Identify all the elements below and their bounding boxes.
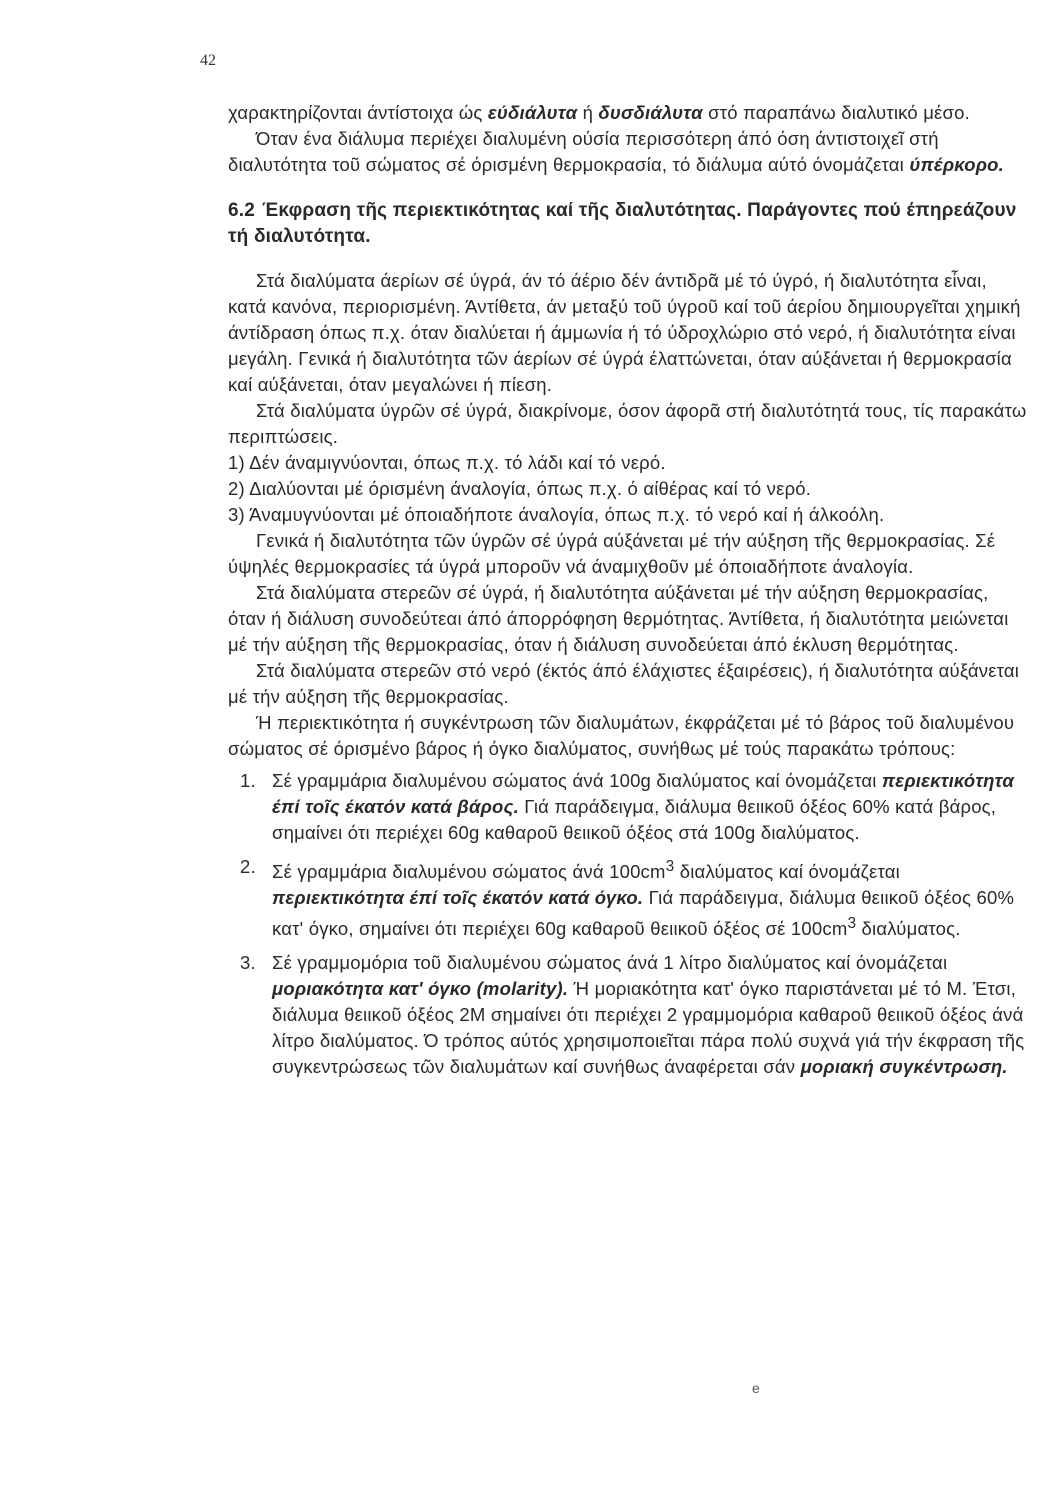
case-item-2: 2) Διαλύονται μέ όρισμένη άναλογία, όπως π.χ. ό αίθέρας καί τό νερό. [228,478,812,499]
item-text: Σέ γραμμάρια διαλυμένου σώματος άνά 100g διαλύματος καί όνομάζεται [272,770,882,791]
liquids-paragraph: Στά διαλύματα ύγρῶν σέ ύγρά, διακρίνομε, όσον άφορᾶ στή διαλυτότητά τους, τίς παρακάτω περιπτώσεις. [228,400,1027,447]
page-body [228,100,1028,1088]
item-text: Ή μοριακότητα κατ' όγκο παριστάνεται μέ τό Μ. Έτσι, διάλυμα θειικοῦ όξέος 2Μ σημαίνει ότι περιέχει 2 γραμμομόρια καθαροῦ θειικοῦ όξέος άνά λίτρο διαλύματος. Ό τρόπος αύτός χρησιμοποιεῖται πάρα πολύ συχνά γιά τήν έκφραση τῆς συγκεντρώσεως τῶν διαλυμάτων καί συνήθως άναφέρεται σάν [272,978,1025,1078]
term-soluble: εύδιάλυτα [487,102,578,123]
intro-text: στό παραπάνω διαλυτικό μέσο. [702,102,970,123]
gases-paragraph: Στά διαλύματα άερίων σέ ύγρά, άν τό άέριο δέν άντιδρᾶ μέ τό ύγρό, ή διαλυτότητα εἶναι, κατά κανόνα, περιορισμένη. Άντίθετα, άν μεταξύ τοῦ ύγροῦ καί τοῦ άερίου δημιουργεῖται χημική άντίδραση όπως π.χ. όταν διαλύεται ή άμμωνία ή τό ύδροχλώριο στό νερό, ή διαλυτότητα είναι μεγάλη. Γενικά ή διαλυτότητα τῶν άερίων σέ ύγρά έλαττώνεται, όταν αύξάνεται ή θερμοκρασία καί αύξάνεται, όταν μεγαλώνει ή πίεση. [228,270,1021,395]
section-title: Έκφραση τῆς περιεκτικότητας καί τῆς διαλυτότητας. Παράγοντες πού έπηρεάζουν τή διαλυτότητα. [228,200,1017,247]
section-number: 6.2 [228,200,256,221]
term-insoluble: δυσδιάλυτα [598,102,703,123]
item-text: Γιά παράδειγμα, διάλυμα θειικοῦ όξέος 60% κατ' όγκο, σημαίνει ότι περιέχει 60g καθαροῦ θειικοῦ όξέος σέ 100cm [272,887,1015,940]
term-molar-concentration: μοριακή συγκέντρωση. [800,1056,1008,1078]
superscript: 3 [665,858,675,875]
solids-paragraph: Στά διαλύματα στερεῶν σέ ύγρά, ή διαλυτότητα αύξάνεται μέ τήν αύξηση θερμοκρασίας, όταν ή διάλυση συνοδεύτεαι άπό άπορρόφηση θερμότητας. Άντίθετα, ή διαλυτότητα μειώνεται μέ τήν αύξηση τῆς θερμοκρασίας, όταν ή διάλυση συνοδεύεται άπό έκλυση θερμότητας. [228,582,1009,655]
paragraph-text: Όταν ένα διάλυμα περιέχει διαλυμένη ούσία περισσότερη άπό όση άντιστοιχεῖ στή διαλυτότητα τοῦ σώματος σέ όρισμένη θερμοκρασία, τό διάλυμα αύτό όνομάζεται [228,128,939,175]
item-text: διαλύματος. [856,918,961,940]
term-molarity: μοριακότητα κατ' όγκο (molarity). [272,978,569,1000]
item-text: Γιά παράδειγμα, διάλυμα θειικοῦ όξέος 60% κατά βάρος, σημαίνει ότι περιέχει 60g καθαροῦ θειικοῦ όξέος στά 100g διαλύματος. [272,796,997,843]
numbered-item-3 [228,950,1028,1080]
supersaturated-paragraph [228,126,1028,178]
solids-water-paragraph: Στά διαλύματα στερεῶν στό νερό (έκτός άπό έλάχιστες έξαιρέσεις), ή διαλυτότητα αύξάνεται μέ τήν αύξηση τῆς θερμοκρασίας. [228,660,1020,707]
case-item-1: 1) Δέν άναμιγνύονται, όπως π.χ. τό λάδι καί τό νερό. [228,452,666,473]
case-item-3: 3) Άναμυγνύονται μέ όποιαδήποτε άναλογία, όπως π.χ. τό νερό καί ή άλκοόλη. [228,504,885,525]
item-text: Σέ γραμμομόρια τοῦ διαλυμένου σώματος άνά 1 λίτρο διαλύματος καί όνομάζεται [272,952,948,974]
item-text: Σέ γραμμάρια διαλυμένου σώματος άνά 100cm [272,861,666,883]
page-number: 42 [200,52,216,69]
liquids-temperature-paragraph: Γενικά ή διαλυτότητα τῶν ύγρῶν σέ ύγρά αύξάνεται μέ τήν αύξηση τῆς θερμοκρασίας. Σέ ύψηλές θερμοκρασίες τά ύγρά μποροῦν νά άναμιχθοῦν μέ όποιαδήποτε άναλογία. [228,530,996,577]
concentration-paragraph: Ή περιεκτικότητα ή συγκέντρωση τῶν διαλυμάτων, έκφράζεται μέ τό βάρος τοῦ διαλυμένου σώματος σέ όρισμένο βάρος ή όγκο διαλύματος, συνήθως μέ τούς παρακάτω τρόπους: [228,712,1015,759]
term-weight-percent: περιεκτικότητα έπί τοῖς έκατόν κατά βάρος. [272,770,1015,817]
numbered-item-1 [228,768,1028,846]
superscript: 3 [847,915,857,933]
intro-text: χαρακτηρίζονται άντίστοιχα ώς [228,102,488,123]
item-number: 3. [240,952,256,974]
term-supersaturated: ύπέρκορο. [909,154,1005,175]
footer-mark: e [752,1380,760,1396]
intro-paragraph [228,100,1028,126]
item-number: 2. [240,856,256,877]
item-text: διαλύματος καί όνομάζεται [674,861,900,883]
item-number: 1. [240,770,256,791]
numbered-item-2 [228,854,1028,942]
section-heading [228,198,1028,250]
term-volume-percent: περιεκτικότητα έπί τοῖς έκατόν κατά όγκο. [272,887,644,909]
intro-text: ή [577,102,599,123]
